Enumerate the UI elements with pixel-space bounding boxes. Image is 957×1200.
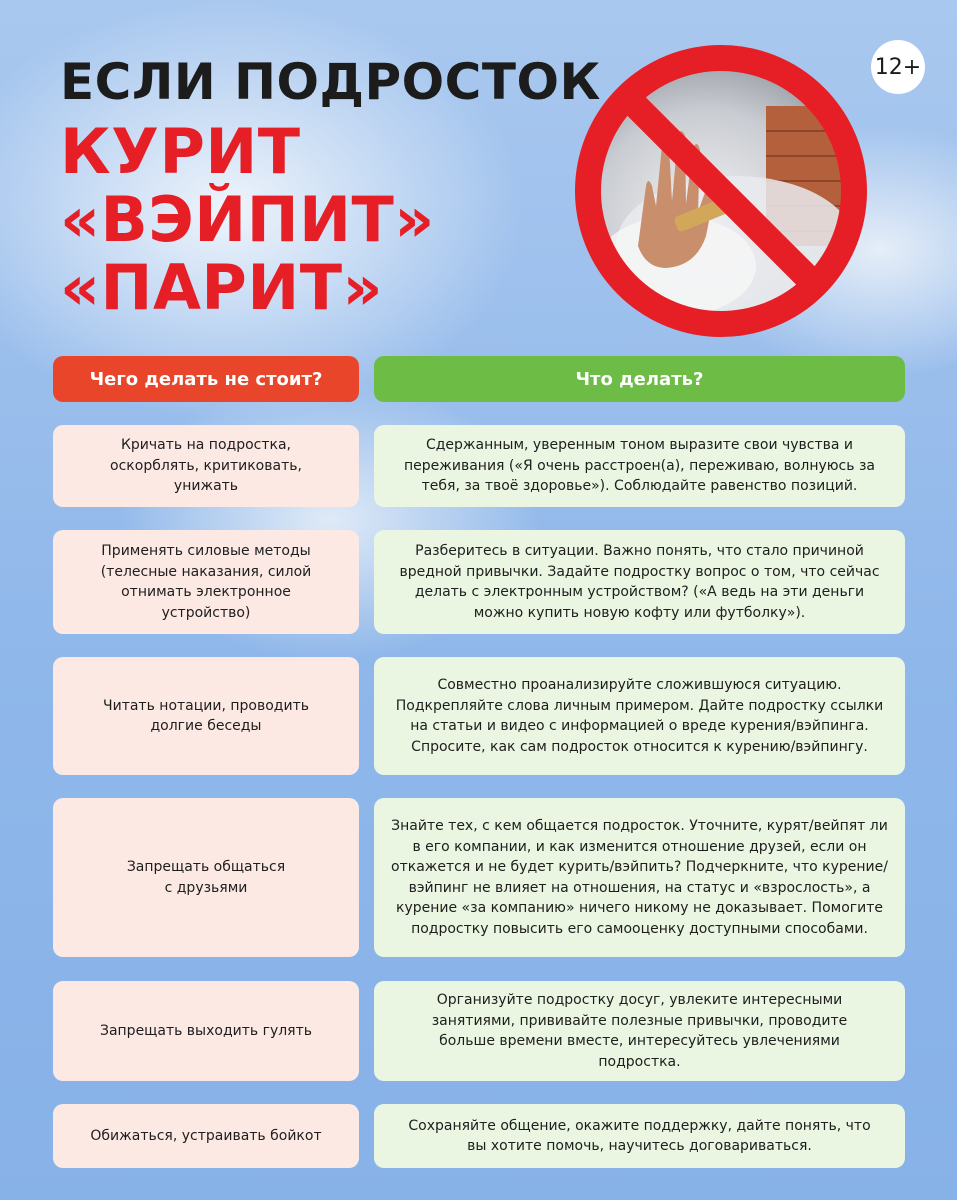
headline-line-2: КУРИТ [60,115,301,188]
dont-cell-6: Обижаться, устраивать бойкот [53,1104,359,1168]
headline-line-3: «ВЭЙПИТ» [60,183,435,256]
dont-cell-4: Запрещать общаться с друзьями [53,798,359,957]
dont-cell-2: Применять силовые методы (телесные наказания, силой отнимать электронное устройство) [53,530,359,634]
dont-cell-5: Запрещать выходить гулять [53,981,359,1081]
headline-line-1: ЕСЛИ ПОДРОСТОК [60,53,601,111]
no-vaping-sign-icon [566,36,876,346]
do-cell-4: Знайте тех, с кем общается подросток. Уточните, курят/вейпят ли в его компании, и как изменится отношение друзей, если он откажется и не будет курить/вэйпить? Подчеркните, что курение/вэйпинг не влияет на отношения, на статус и «взрослость», а курение «за компанию» ничего никому не доказывает. Помогите подростку повысить его самооценку доступными способами. [374,798,905,957]
do-cell-6: Сохраняйте общение, окажите поддержку, дайте понять, что вы хотите помочь, научитесь договариваться. [374,1104,905,1168]
dont-column-header: Чего делать не стоит? [53,356,359,402]
do-cell-5: Организуйте подростку досуг, увлеките интересными занятиями, прививайте полезные привычки, проводите больше времени вместе, интересуйтесь увлечениями подростка. [374,981,905,1081]
do-column-header: Что делать? [374,356,905,402]
dont-cell-3: Читать нотации, проводить долгие беседы [53,657,359,775]
headline [60,52,601,322]
do-cell-3: Совместно проанализируйте сложившуюся ситуацию. Подкрепляйте слова личным примером. Дайте подростку ссылки на статьи и видео с информацией о вреде курения/вэйпинга. Спросите, как сам подросток относится к курению/вэйпингу. [374,657,905,775]
headline-line-4: «ПАРИТ» [60,251,384,324]
age-rating-badge: 12+ [871,40,925,94]
do-cell-2: Разберитесь в ситуации. Важно понять, что стало причиной вредной привычки. Задайте подростку вопрос о том, что сейчас делать с электронным устройством? («А ведь на эти деньги можно купить новую кофту или футболку»). [374,530,905,634]
dont-cell-1: Кричать на подростка, оскорблять, критиковать, унижать [53,425,359,507]
do-cell-1: Сдержанным, уверенным тоном выразите свои чувства и переживания («Я очень расстроен(а), переживаю, волнуюсь за тебя, за твоё здоровье»). Соблюдайте равенство позиций. [374,425,905,507]
